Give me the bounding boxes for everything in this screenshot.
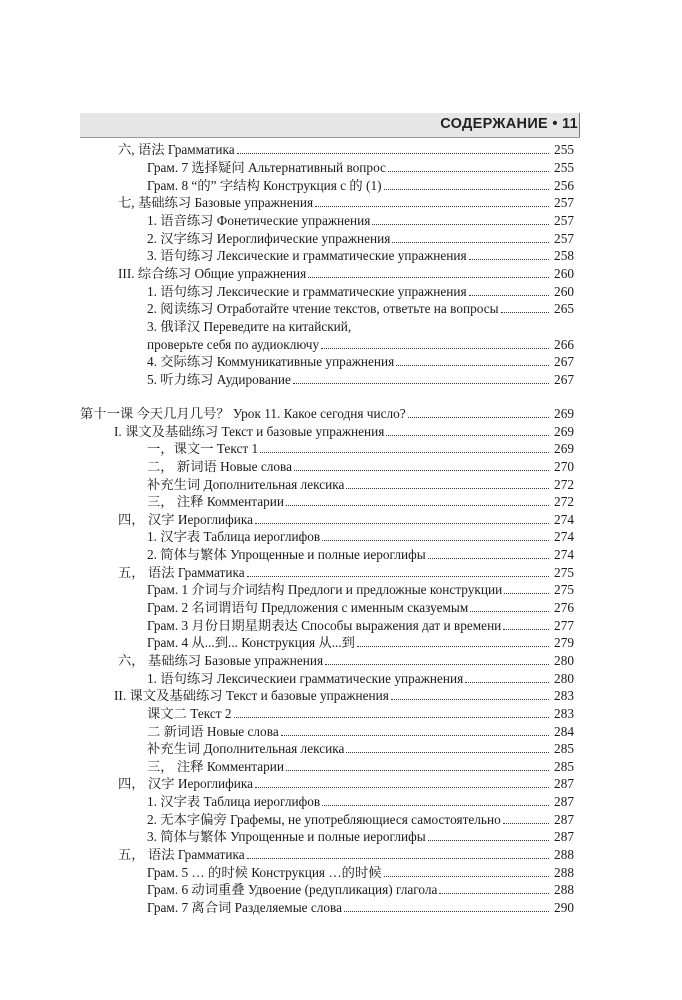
toc-entry[interactable] — [0, 264, 682, 282]
toc-entry-title: 七, 基础练习 Базовые упражнения — [118, 195, 314, 210]
toc-entry-title: 1. 汉字表 Таблица иероглифов — [147, 794, 321, 809]
toc-leader-dots — [465, 681, 549, 683]
toc-leader-dots — [428, 839, 549, 841]
toc-entry[interactable] — [0, 563, 682, 581]
toc-leader-dots — [469, 294, 549, 296]
toc-entry-title: Грам. 5 … 的时候 Конструкция …的时候 — [147, 865, 382, 880]
toc-entry-title: Грам. 4 从...到... Конструкция 从...到 — [147, 635, 355, 650]
toc-page-number: 285 — [554, 741, 574, 756]
toc-entry-title: 1. 语句练习 Лексическиеи грамматические упражнения — [147, 671, 464, 686]
toc-leader-dots — [439, 892, 549, 894]
toc-leader-dots — [234, 716, 549, 718]
toc-entry[interactable] — [0, 492, 682, 510]
toc-entry[interactable] — [0, 827, 682, 845]
toc-page-number: 275 — [554, 565, 574, 580]
toc-entry-title: Грам. 8 “的” 字结构 Конструкция с 的 (1) — [147, 178, 382, 193]
toc-entry-title: 5. 听力练习 Аудирование — [147, 372, 291, 387]
toc-entry[interactable] — [0, 475, 682, 493]
toc-leader-dots — [388, 170, 549, 172]
header-rule — [80, 137, 580, 138]
toc-leader-dots — [357, 645, 549, 647]
toc-leader-dots — [293, 382, 549, 384]
toc-page-number: 257 — [554, 195, 574, 210]
toc-leader-dots — [255, 786, 549, 788]
toc-page-number: 266 — [554, 337, 574, 352]
toc-leader-dots — [237, 152, 549, 154]
toc-entry[interactable] — [0, 527, 682, 545]
toc-leader-dots — [344, 910, 549, 912]
toc-entry[interactable] — [0, 633, 682, 651]
toc-entry-title: 三， 注释 Комментарии — [147, 494, 285, 509]
toc-page-number: 274 — [554, 529, 574, 544]
toc-entry-title: 1. 语音练习 Фонетические упражнения — [147, 213, 371, 228]
toc-entry-title: 2. 阅读练习 Отработайте чтение текстов, ответьте на вопросы — [147, 301, 499, 316]
toc-entry[interactable] — [0, 616, 682, 634]
toc-entry[interactable] — [0, 580, 682, 598]
toc-entry-title: Грам. 6 动词重叠 Удвоение (редупликация) глагола — [147, 882, 438, 897]
toc-entry[interactable] — [0, 669, 682, 687]
toc-page-number: 274 — [554, 547, 574, 562]
toc-entry[interactable] — [0, 158, 682, 176]
toc-entry[interactable] — [0, 457, 682, 475]
toc-leader-dots — [322, 804, 549, 806]
toc-leader-dots — [322, 539, 549, 541]
toc-page-number: 265 — [554, 301, 574, 316]
toc-page-number: 267 — [554, 372, 574, 387]
toc-page-number: 269 — [554, 441, 574, 456]
toc-page-number: 283 — [554, 688, 574, 703]
toc-page-number: 272 — [554, 477, 574, 492]
toc-entry-title: 补充生词 Дополнительная лексика — [147, 477, 345, 492]
toc-entry-title: 2. 简体与繁体 Упрощенные и полные иероглифы — [147, 547, 426, 562]
toc-page-number: 255 — [554, 160, 574, 175]
toc-leader-dots — [294, 469, 549, 471]
toc-page-number: 288 — [554, 865, 574, 880]
toc-page-number: 269 — [554, 424, 574, 439]
toc-entry-title: 五， 语法 Грамматика — [118, 565, 245, 580]
toc-leader-dots — [321, 347, 549, 349]
toc-entry[interactable] — [0, 880, 682, 898]
toc-leader-dots — [308, 276, 549, 278]
toc-entry-title: 三， 注释 Комментарии — [147, 759, 285, 774]
toc-entry[interactable] — [0, 193, 682, 211]
toc-entry-title: 3. 语句练习 Лексические и грамматические упражнения — [147, 248, 467, 263]
toc-entry-title: 2. 无本字偏旁 Графемы, не употребляющиеся самостоятельно — [147, 812, 501, 827]
toc-page-number: 260 — [554, 266, 574, 281]
toc-entry-title: 六, 语法 Грамматика — [118, 142, 235, 157]
toc-leader-dots — [325, 663, 549, 665]
toc-entry-title: Грам. 1 介词与介词结构 Предлоги и предложные конструкции — [147, 582, 503, 597]
toc-entry-title: 2. 汉字练习 Иероглифические упражнения — [147, 231, 391, 246]
toc-page-number: 288 — [554, 847, 574, 862]
toc-entry[interactable] — [0, 176, 682, 194]
toc-page-number: 275 — [554, 582, 574, 597]
toc-page-number: 288 — [554, 882, 574, 897]
toc-entry-title: 3. 简体与繁体 Упрощенные и полные иероглифы — [147, 829, 426, 844]
toc-entry-title: 1. 汉字表 Таблица иероглифов — [147, 529, 321, 544]
toc-entry[interactable] — [0, 810, 682, 828]
toc-page-number: 274 — [554, 512, 574, 527]
toc-page-number: 287 — [554, 812, 574, 827]
toc-entry-title: 课文二 Текст 2 — [147, 706, 232, 721]
toc-entry[interactable] — [0, 370, 682, 388]
toc-page-number: 260 — [554, 284, 574, 299]
toc-entry[interactable] — [0, 898, 682, 916]
toc-entry[interactable] — [0, 510, 682, 528]
toc-leader-dots — [255, 522, 549, 524]
toc-entry[interactable] — [0, 792, 682, 810]
toc-entry-title: Грам. 7 离合词 Разделяемые слова — [147, 900, 343, 915]
toc-entry[interactable] — [0, 211, 682, 229]
toc-page-number: 280 — [554, 653, 574, 668]
toc-entry[interactable] — [0, 246, 682, 264]
toc-leader-dots — [396, 364, 549, 366]
toc-leader-dots — [315, 205, 549, 207]
toc-entry[interactable] — [0, 757, 682, 775]
toc-entry-title: 六， 基础练习 Базовые упражнения — [118, 653, 324, 668]
toc-leader-dots — [286, 769, 549, 771]
toc-page-number: 277 — [554, 618, 574, 633]
toc-leader-dots — [346, 487, 549, 489]
toc-entry[interactable] — [0, 774, 682, 792]
toc-entry[interactable] — [0, 422, 682, 440]
toc-page-number: 279 — [554, 635, 574, 650]
toc-entry-title: 四， 汉字 Иероглифика — [118, 512, 254, 527]
toc-page-number: 257 — [554, 213, 574, 228]
toc-entry[interactable] — [0, 545, 682, 563]
toc-leader-dots — [503, 822, 549, 824]
toc-entry[interactable] — [0, 704, 682, 722]
toc-page-number: 257 — [554, 231, 574, 246]
toc-leader-dots — [391, 698, 549, 700]
toc-entry-title: Грам. 7 选择疑问 Альтернативный вопрос — [147, 160, 386, 175]
toc-page-number: 269 — [554, 406, 574, 421]
header-tick — [579, 113, 580, 138]
toc-entry-title: III. 综合练习 Общие упражнения — [118, 266, 307, 281]
toc-entry[interactable] — [0, 863, 682, 881]
toc-page-number: 283 — [554, 706, 574, 721]
toc-entry-title: 一，课文一 Текст 1 — [147, 441, 259, 456]
toc-entry-title: 二 新词语 Новые слова — [147, 724, 279, 739]
toc-leader-dots — [470, 610, 549, 612]
toc-entry[interactable] — [0, 686, 682, 704]
toc-entry-title: Грам. 2 名词谓语句 Предложения с именным сказуемым — [147, 600, 469, 615]
toc-leader-dots — [247, 575, 549, 577]
toc-entry[interactable] — [0, 598, 682, 616]
toc-page-number: 285 — [554, 759, 574, 774]
toc-leader-dots — [372, 223, 549, 225]
toc-entry[interactable] — [0, 352, 682, 370]
toc-leader-dots — [384, 188, 549, 190]
toc-page-number: 284 — [554, 724, 574, 739]
toc-entry-title: 补充生词 Дополнительная лексика — [147, 741, 345, 756]
toc-page-number: 256 — [554, 178, 574, 193]
toc-leader-dots — [503, 628, 549, 630]
toc-entry[interactable] — [0, 335, 682, 353]
toc-entry-title: II. 课文及基础练习 Текст и базовые упражнения — [114, 688, 389, 703]
toc-entry[interactable] — [0, 282, 682, 300]
toc-entry[interactable] — [0, 722, 682, 740]
toc-leader-dots — [281, 734, 549, 736]
toc-entry[interactable] — [0, 651, 682, 669]
toc-entry-title: Грам. 3 月份日期星期表达 Способы выражения дат и времени — [147, 618, 502, 633]
toc-page-number: 272 — [554, 494, 574, 509]
toc-page-number: 287 — [554, 776, 574, 791]
toc-entry-title: 二， 新词语 Новые слова — [147, 459, 293, 474]
toc-entry-title: 四， 汉字 Иероглифика — [118, 776, 254, 791]
toc-leader-dots — [286, 504, 549, 506]
toc-leader-dots — [260, 451, 549, 453]
toc-leader-dots — [346, 751, 549, 753]
toc-leader-dots — [408, 416, 549, 418]
toc-entry-title: 3. 俄译汉 Переведите на китайский, — [147, 319, 352, 334]
toc-entry-title: I. 课文及基础练习 Текст и базовые упражнения — [114, 424, 385, 439]
toc-leader-dots — [469, 258, 549, 260]
toc-leader-dots — [428, 557, 549, 559]
toc-entry[interactable] — [0, 739, 682, 757]
toc-leader-dots — [386, 434, 549, 436]
toc-leader-dots — [353, 330, 573, 331]
toc-page-number: 290 — [554, 900, 574, 915]
toc-entry[interactable] — [0, 140, 682, 158]
toc-entry[interactable] — [0, 229, 682, 247]
page-header-title: СОДЕРЖАНИЕ • 11 — [440, 116, 578, 132]
toc-entry-title: 4. 交际练习 Коммуникативные упражнения — [147, 354, 395, 369]
toc-page-number: 270 — [554, 459, 574, 474]
toc-page-number: 287 — [554, 794, 574, 809]
toc-entry[interactable] — [0, 299, 682, 317]
toc-page-number: 276 — [554, 600, 574, 615]
toc-entry-title: проверьте себя по аудиоключу — [147, 337, 320, 352]
toc-leader-dots — [392, 241, 549, 243]
toc-leader-dots — [384, 875, 549, 877]
toc-page-number: 258 — [554, 248, 574, 263]
toc-entry[interactable] — [0, 845, 682, 863]
toc-page-number: 287 — [554, 829, 574, 844]
toc-entry-title: 第十一课 今天几月几号？ Урок 11. Какое сегодня число? — [80, 406, 406, 421]
toc-page-number: 280 — [554, 671, 574, 686]
toc-leader-dots — [247, 857, 549, 859]
toc-leader-dots — [504, 592, 549, 594]
toc-lesson-entry[interactable] — [0, 404, 682, 422]
toc-leader-dots — [501, 311, 549, 313]
toc-entry-title: 1. 语句练习 Лексические и грамматические упражнения — [147, 284, 467, 299]
toc-entry-title: 五， 语法 Грамматика — [118, 847, 245, 862]
toc-entry[interactable] — [0, 317, 682, 335]
toc-page-number: 267 — [554, 354, 574, 369]
toc-page-number: 255 — [554, 142, 574, 157]
toc-entry[interactable] — [0, 439, 682, 457]
